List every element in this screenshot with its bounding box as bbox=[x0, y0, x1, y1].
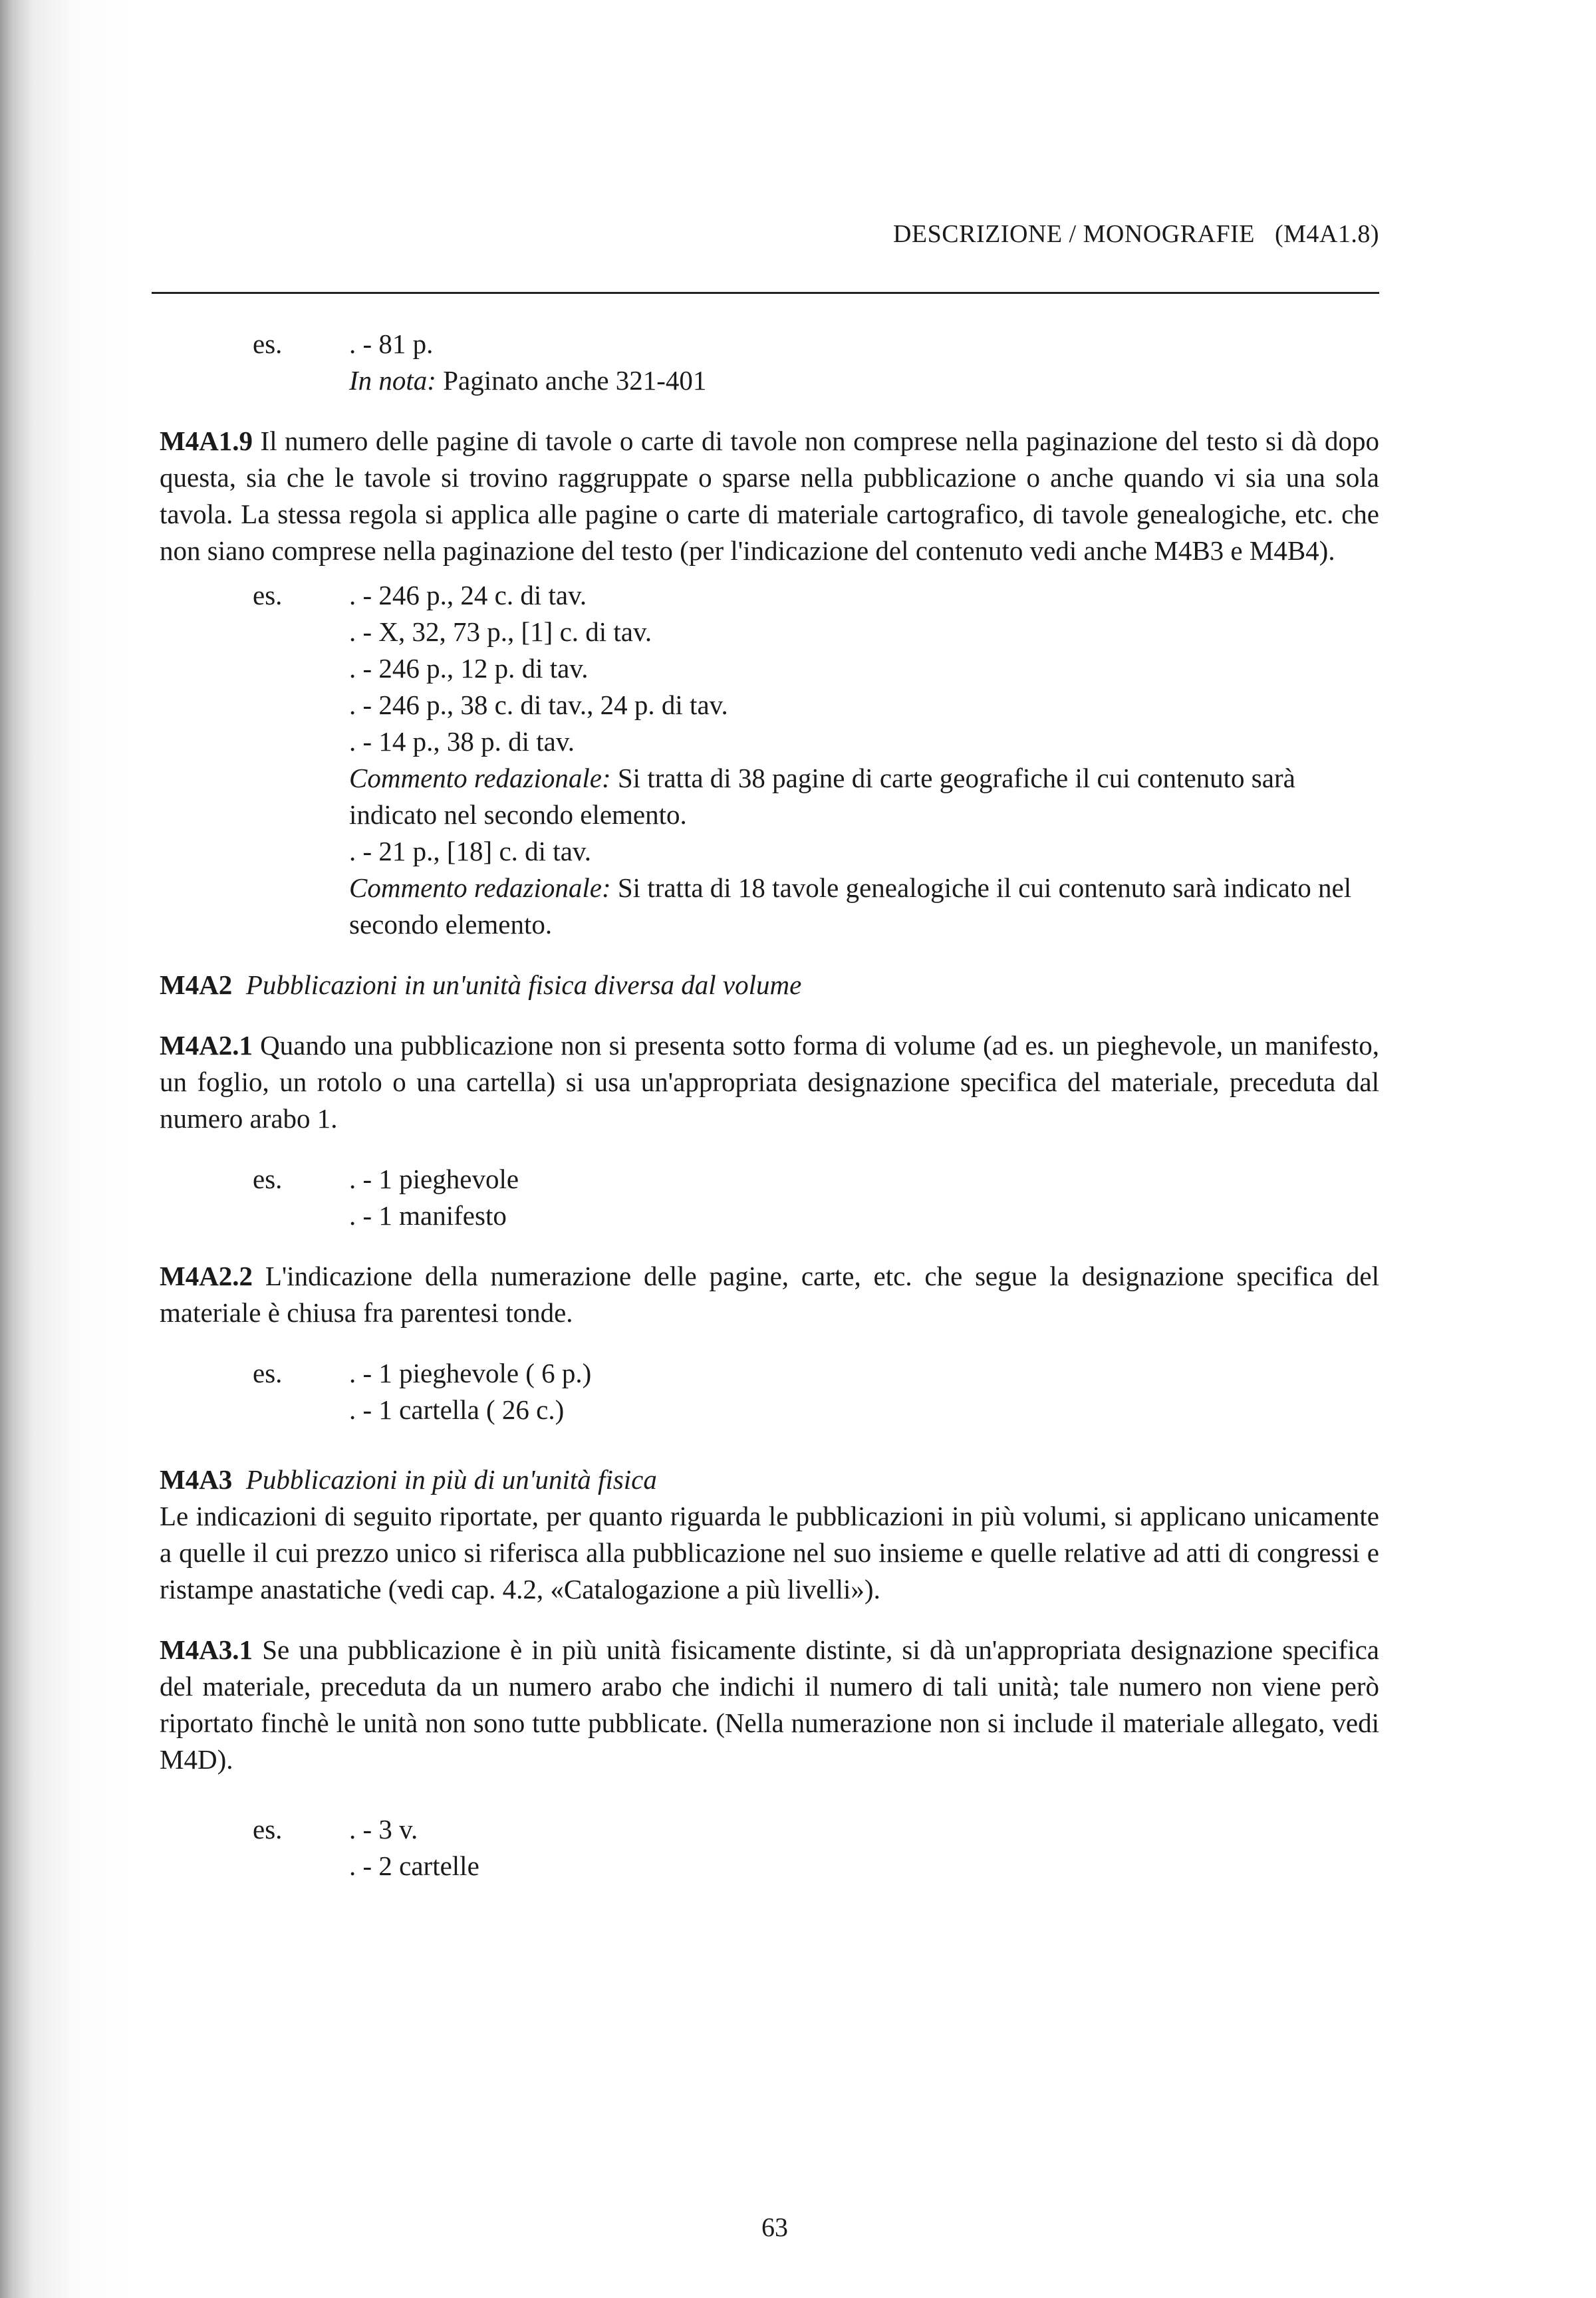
example-line: . - 246 p., 24 c. di tav. bbox=[349, 580, 587, 610]
example-line: . - 2 cartelle bbox=[349, 1851, 479, 1881]
section-id: M4A3 bbox=[160, 1464, 233, 1495]
section-m4a3-heading bbox=[160, 1462, 1379, 1498]
example-block-4 bbox=[160, 1811, 1379, 1884]
section-id: M4A3.1 bbox=[160, 1634, 253, 1665]
example-line: . - 1 pieghevole ( 6 p.) bbox=[349, 1358, 592, 1388]
page-number: 63 bbox=[761, 2212, 788, 2242]
section-id: M4A2.2 bbox=[160, 1261, 253, 1291]
section-m4a3-text: Le indicazioni di seguito riportate, per quanto riguarda le pubblicazioni in più volumi, si applicano unicamente a quelle il cui prezzo unico si riferisca alla pubblicazione nel suo insieme e quelle relative ad atti di congressi e ristampe anastatiche (vedi cap. 4.2, «Catalogazione a più livelli»). bbox=[160, 1501, 1379, 1604]
example-block-2 bbox=[160, 1161, 1379, 1234]
example-block-1 bbox=[160, 577, 1379, 943]
comment-text: Si tratta di 18 tavole genealogiche il cui contenuto sarà indicato nel secondo elemento. bbox=[349, 872, 1352, 940]
header-rule bbox=[152, 292, 1379, 294]
section-text: Il numero delle pagine di tavole o carte di tavole non comprese nella paginazione del testo si dà dopo questa, sia che le tavole si trovino raggruppate o sparse nella pubblicazione o anche quando vi sia una sola tavola. La stessa regola si applica alle pagine o carte di materiale cartografico, di tavole genealogiche, etc. che non siano comprese nella paginazione del testo (per l'indicazione del contenuto vedi anche M4B3 e M4B4). bbox=[160, 426, 1379, 566]
example-label: es. bbox=[253, 1814, 283, 1845]
note-label: In nota: bbox=[349, 365, 436, 396]
section-id: M4A2.1 bbox=[160, 1030, 253, 1061]
section-m4a2-1 bbox=[160, 1027, 1379, 1137]
example-block-0 bbox=[160, 326, 1379, 399]
example-line: . - 3 v. bbox=[349, 1814, 418, 1845]
header-title: DESCRIZIONE / MONOGRAFIE bbox=[892, 220, 1255, 248]
example-block-3 bbox=[160, 1355, 1379, 1428]
running-header bbox=[152, 219, 1379, 249]
editorial-comment bbox=[349, 760, 1379, 833]
example-line: . - 1 pieghevole bbox=[349, 1164, 519, 1194]
example-label: es. bbox=[253, 1358, 283, 1388]
header-code: (M4A1.8) bbox=[1274, 220, 1379, 248]
example-line: . - 1 manifesto bbox=[349, 1200, 507, 1231]
example-line: . - 81 p. bbox=[349, 328, 434, 359]
section-id: M4A1.9 bbox=[160, 426, 253, 456]
section-m4a3-1 bbox=[160, 1632, 1379, 1778]
section-text: L'indicazione della numerazione delle pagine, carte, etc. che segue la designazione specifica del materiale è chiusa fra parentesi tonde. bbox=[160, 1261, 1379, 1328]
section-text: Quando una pubblicazione non si presenta sotto forma di volume (ad es. un pieghevole, un manifesto, un foglio, un rotolo o una cartella) si usa un'appropriata designazione specifica del materiale, preceduta dal numero arabo 1. bbox=[160, 1030, 1379, 1134]
note-text: Paginato anche 321-401 bbox=[436, 365, 707, 396]
section-title: Pubblicazioni in più di un'unità fisica bbox=[245, 1464, 657, 1495]
example-line: . - 246 p., 38 c. di tav., 24 p. di tav. bbox=[349, 690, 728, 720]
page-body bbox=[160, 326, 1379, 1884]
section-m4a2-heading bbox=[160, 967, 1379, 1003]
section-text: Se una pubblicazione è in più unità fisicamente distinte, si dà un'appropriata designazione specifica del materiale, preceduta da un numero arabo che indichi il numero di tali unità; tale numero non viene però riportato finchè le unità non sono tutte pubblicate. (Nella numerazione non si include il materiale allegato, vedi M4D). bbox=[160, 1634, 1379, 1775]
example-line: . - 1 cartella ( 26 c.) bbox=[349, 1394, 565, 1425]
editorial-comment bbox=[349, 870, 1379, 943]
section-m4a2-2 bbox=[160, 1258, 1379, 1331]
example-line: . - X, 32, 73 p., [1] c. di tav. bbox=[349, 616, 652, 647]
comment-label: Commento redazionale: bbox=[349, 763, 611, 793]
example-note bbox=[349, 362, 1379, 399]
example-line: . - 21 p., [18] c. di tav. bbox=[349, 836, 591, 866]
example-label: es. bbox=[253, 328, 283, 359]
section-m4a1-9 bbox=[160, 423, 1379, 569]
section-id: M4A2 bbox=[160, 969, 233, 1000]
example-line: . - 246 p., 12 p. di tav. bbox=[349, 653, 589, 684]
comment-label: Commento redazionale: bbox=[349, 872, 611, 903]
example-label: es. bbox=[253, 580, 283, 610]
comment-text: Si tratta di 38 pagine di carte geografiche il cui contenuto sarà indicato nel secondo elemento. bbox=[349, 763, 1295, 830]
example-label: es. bbox=[253, 1164, 283, 1194]
example-line: . - 14 p., 38 p. di tav. bbox=[349, 726, 575, 757]
section-title: Pubblicazioni in un'unità fisica diversa dal volume bbox=[245, 969, 802, 1000]
